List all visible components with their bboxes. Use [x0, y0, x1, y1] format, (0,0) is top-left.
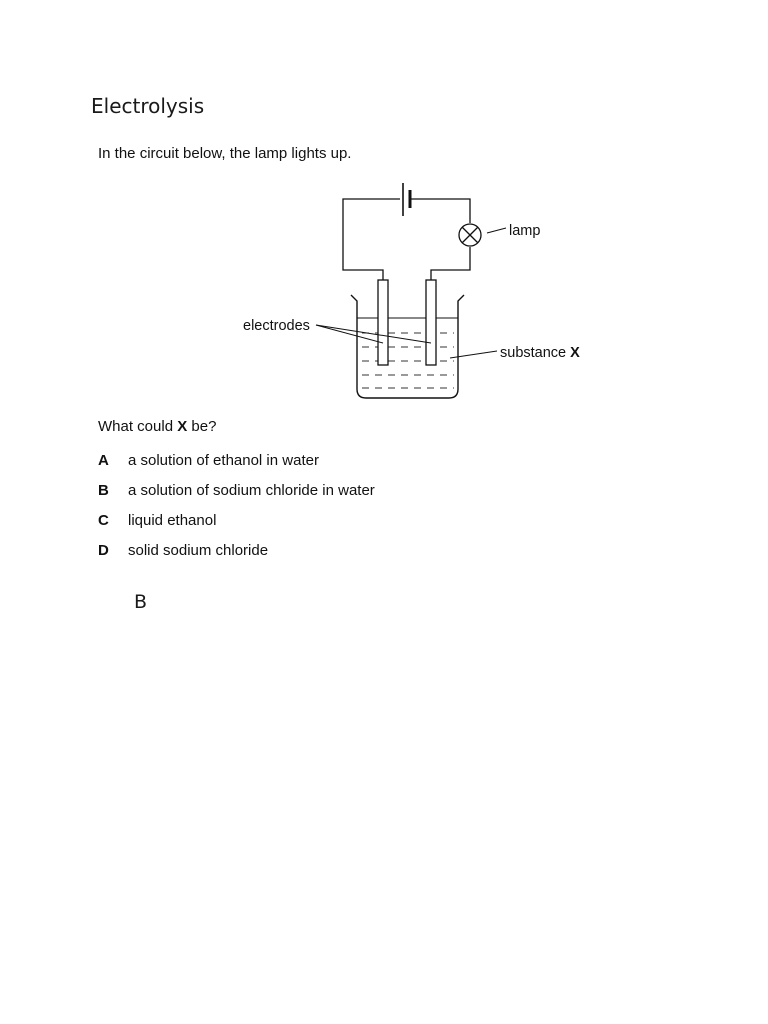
option-b [98, 482, 375, 499]
option-c [98, 512, 216, 529]
option-letter: B [98, 482, 109, 499]
option-d [98, 542, 268, 559]
substance-label: substance X [500, 345, 580, 361]
wire-right-top [410, 199, 470, 223]
option-a [98, 452, 319, 469]
lamp-symbol [459, 224, 481, 246]
circuit-wires [343, 199, 470, 280]
label-leader-lines [316, 228, 506, 358]
option-text: solid sodium chloride [128, 542, 269, 559]
electrode-left [378, 280, 388, 365]
electrolysis-circuit-diagram [0, 0, 768, 420]
option-letter: C [98, 512, 109, 529]
electrode-right [426, 280, 436, 365]
option-letter: A [98, 452, 109, 469]
lamp-label: lamp [509, 223, 541, 239]
wire-left [343, 199, 400, 280]
wire-right-bottom [431, 247, 470, 280]
option-letter: D [98, 542, 109, 559]
page-title: Electrolysis [91, 94, 205, 118]
answer-text: B [134, 591, 148, 613]
electrodes-label: electrodes [243, 318, 310, 334]
question-prompt: What could X be? [98, 418, 217, 435]
option-text: a solution of ethanol in water [128, 452, 319, 469]
battery-cell [403, 183, 410, 216]
question-intro: In the circuit below, the lamp lights up. [98, 145, 352, 162]
option-text: a solution of sodium chloride in water [128, 482, 375, 499]
option-text: liquid ethanol [128, 512, 217, 529]
